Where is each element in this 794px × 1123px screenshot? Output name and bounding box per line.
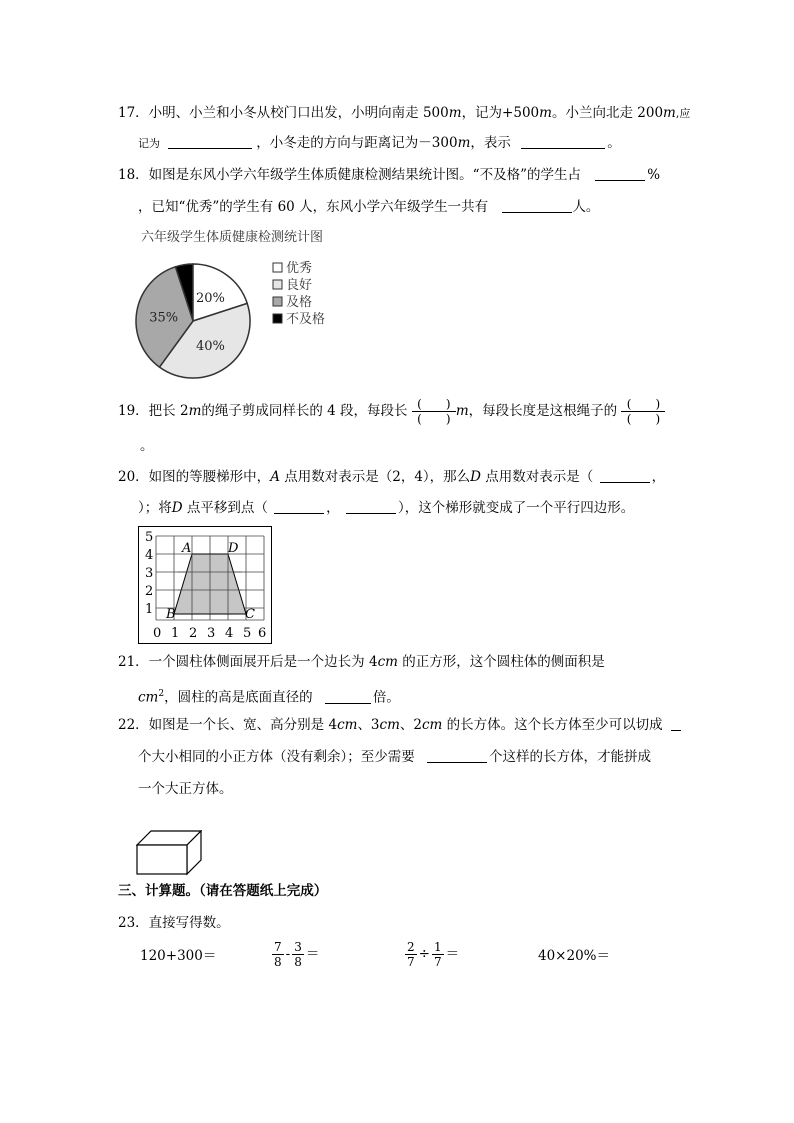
q22-blank-1[interactable] [671, 716, 681, 731]
legend-swatch-0 [273, 263, 282, 272]
q17-blank-1[interactable] [168, 134, 252, 149]
point-b-label: B [166, 607, 176, 622]
q19-line2: 。 [140, 438, 154, 454]
section-3-heading: 三、计算题。（请在答题纸上完成） [118, 883, 328, 899]
y-tick: 1 [145, 602, 154, 617]
y-tick: 5 [145, 530, 154, 545]
x-tick: 5 [243, 626, 252, 641]
q18-blank-2[interactable] [502, 198, 572, 213]
q19-fraction-ratio[interactable]: $\frac{( )}{( )}$ [621, 397, 665, 426]
q20-blank-3[interactable] [346, 499, 396, 514]
point-d-label: D [228, 541, 239, 556]
pie-label-0: 20% [195, 291, 225, 307]
q23-expr-3: $\frac{2}{7}$ ÷ $\frac{1}{7}$ ＝ [407, 940, 460, 969]
q22-line3: 一个大正方体。 [138, 781, 233, 797]
q20-blank-2[interactable] [274, 499, 324, 514]
q19-line1: 19．把长 2m的绳子剪成同样长的 4 段，每段长 $\frac{( )}{( )}$ m，每段长度是这根绳子的 $\frac{( )}{( )}$ [118, 396, 665, 426]
x-tick: 0 [153, 626, 162, 641]
x-tick: 3 [207, 626, 216, 641]
q21-line2: $cm^2$，圆柱的高是底面直径的 倍。 [138, 689, 400, 706]
chart-title: 六年级学生体质健康检测统计图 [141, 230, 324, 245]
q20-blank-1[interactable] [600, 468, 650, 483]
q18-line1: 18．如图是东风小学六年级学生体质健康检测结果统计图。“不及格”的学生占 % [118, 167, 661, 183]
q18-line2: ，已知“优秀”的学生有 60 人，东风小学六年级学生一共有 人。 [138, 199, 600, 215]
legend-label-3: 不及格 [286, 312, 326, 327]
legend-label-0: 优秀 [286, 261, 313, 276]
q22-line1: 22．如图是一个长、宽、高分别是 4cm、3cm、2cm 的长方体。这个长方体至少可以切成 [118, 716, 681, 734]
pie-chart [132, 254, 362, 388]
q23-title: 23．直接写得数。 [118, 915, 230, 931]
y-tick: 2 [145, 584, 154, 599]
q23-expr-2: $\frac{7}{8}$ - $\frac{3}{8}$ ＝ [274, 940, 320, 969]
legend-label-1: 良好 [286, 278, 313, 293]
q17-blank-2[interactable] [521, 134, 605, 149]
q22-line2: 个大小相同的小正方体（没有剩余）；至少需要 个这样的长方体，才能拼成 [138, 749, 652, 765]
legend-swatch-2 [273, 297, 282, 306]
legend-swatch-3 [273, 314, 282, 323]
coordinate-grid [138, 526, 272, 644]
pie-label-1: 40% [195, 338, 225, 354]
q19-fraction-length[interactable]: $\frac{( )}{( )}$ [412, 397, 456, 426]
x-tick: 4 [225, 626, 234, 641]
legend-label-2: 及格 [286, 295, 313, 310]
q23-expr-4: 40×20%＝ [538, 948, 610, 964]
q20-line1: 20．如图的等腰梯形中，A 点用数对表示是（2，4），那么D 点用数对表示是（ ， [118, 469, 666, 485]
q21-line1: 21．一个圆柱体侧面展开后是一个边长为 4cm 的正方形，这个圆柱体的侧面积是 [118, 654, 605, 670]
q17-line2: 记为 ，小冬走的方向与距离记为－300m，表示 。 [138, 135, 621, 151]
q22-blank-2[interactable] [427, 748, 487, 763]
y-tick: 3 [145, 566, 154, 581]
q21-blank[interactable] [325, 689, 371, 704]
q17-line1: 17．小明、小兰和小冬从校门口出发，小明向南走 500m，记为+500m。小兰向北走 200m,应 [118, 105, 691, 121]
q20-line2: ）；将D 点平移到点（ ， ），这个梯形就变成了一个平行四边形。 [138, 500, 635, 516]
x-tick: 1 [171, 626, 180, 641]
q18-blank-1[interactable] [595, 166, 645, 181]
point-c-label: C [245, 607, 255, 622]
x-tick: 2 [189, 626, 198, 641]
cuboid-figure [136, 830, 202, 876]
x-tick: 6 [258, 626, 267, 641]
y-tick: 4 [145, 548, 154, 563]
q23-expr-1: 120+300＝ [140, 948, 217, 964]
legend-swatch-1 [273, 280, 282, 289]
pie-label-2: 35% [149, 310, 179, 326]
point-a-label: A [182, 541, 192, 556]
